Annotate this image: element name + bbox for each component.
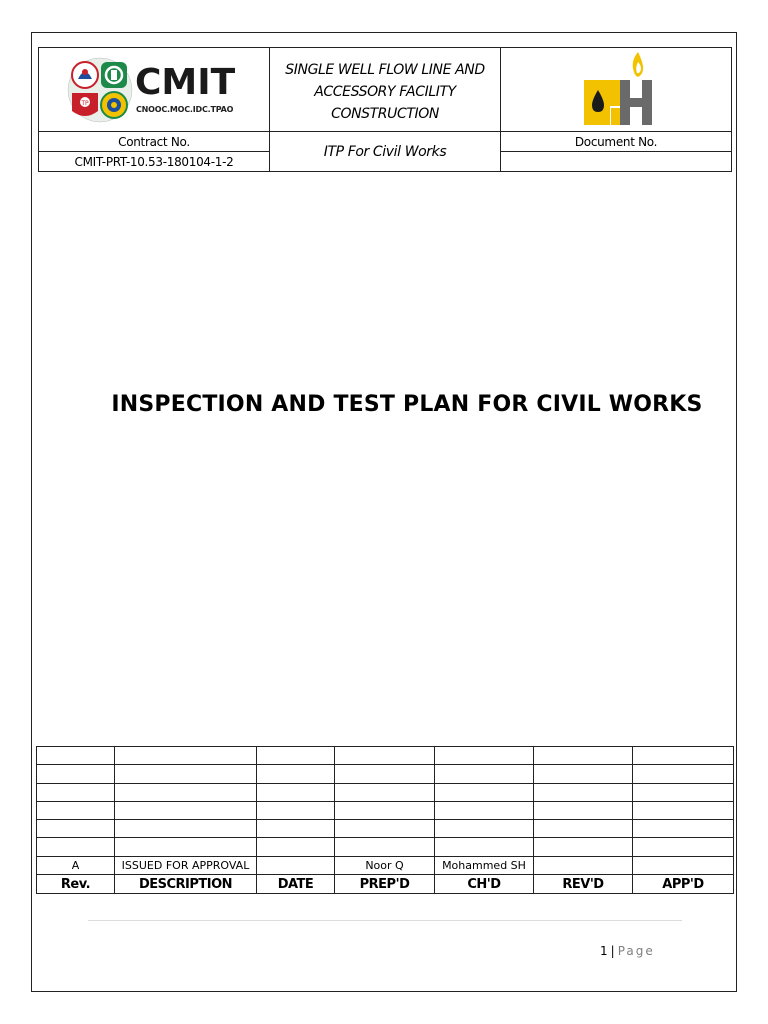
- revision-cell: [115, 783, 257, 801]
- revision-cell: [633, 765, 734, 783]
- revision-table: [36, 746, 734, 894]
- revision-cell: [534, 820, 633, 838]
- svg-text:TP: TP: [81, 99, 89, 107]
- revision-cell: [633, 820, 734, 838]
- revision-row: [37, 838, 734, 856]
- footer-divider: [88, 920, 682, 921]
- revision-cell: [37, 783, 115, 801]
- revision-cell: [335, 783, 435, 801]
- document-value: [501, 152, 732, 172]
- revision-column-header: APP'D: [633, 875, 734, 894]
- revision-cell: [534, 838, 633, 856]
- revision-cell: [257, 856, 335, 874]
- flame-oil-drop-icon: [576, 50, 656, 130]
- cmit-logo: [65, 53, 243, 127]
- revision-cell: [633, 801, 734, 819]
- cmit-partner-badges-icon: [67, 57, 133, 123]
- revision-cell: Mohammed SH: [435, 856, 534, 874]
- revision-cell: [257, 838, 335, 856]
- project-title-cell: [270, 48, 501, 132]
- revision-cell: [115, 838, 257, 856]
- page-number: 1: [600, 944, 608, 958]
- revision-cell: [435, 820, 534, 838]
- page-separator: |: [610, 944, 615, 958]
- revision-cell: [257, 820, 335, 838]
- revision-row: [37, 801, 734, 819]
- revision-cell: [435, 838, 534, 856]
- revision-row: [37, 765, 734, 783]
- revision-cell: [633, 747, 734, 765]
- project-title-line: ACCESSORY FACILITY: [314, 83, 456, 100]
- revision-cell: [37, 747, 115, 765]
- revision-cell: [257, 801, 335, 819]
- revision-cell: [633, 783, 734, 801]
- revision-cell: Noor Q: [335, 856, 435, 874]
- revision-column-header: PREP'D: [335, 875, 435, 894]
- revision-cell: [257, 765, 335, 783]
- revision-column-header: DATE: [257, 875, 335, 894]
- revision-cell: [534, 783, 633, 801]
- revision-row: [37, 747, 734, 765]
- revision-cell: [37, 820, 115, 838]
- revision-cell: [257, 783, 335, 801]
- revision-cell: [534, 801, 633, 819]
- revision-cell: [257, 747, 335, 765]
- project-title-line: CONSTRUCTION: [331, 105, 439, 122]
- revision-cell: [534, 856, 633, 874]
- revision-cell: [115, 765, 257, 783]
- contract-value: CMIT-PRT-10.53-180104-1-2: [39, 152, 270, 172]
- revision-cell: [633, 838, 734, 856]
- cmit-logo-wordmark: CMIT: [135, 61, 236, 103]
- revision-cell: [633, 856, 734, 874]
- document-main-title: INSPECTION AND TEST PLAN FOR CIVIL WORKS: [111, 392, 703, 417]
- revision-cell: [435, 765, 534, 783]
- revision-cell: [115, 747, 257, 765]
- revision-cell: [335, 820, 435, 838]
- revision-row: [37, 783, 734, 801]
- revision-cell: [335, 801, 435, 819]
- revision-cell: [335, 747, 435, 765]
- revision-cell: A: [37, 856, 115, 874]
- revision-row: [37, 820, 734, 838]
- revision-column-header: CH'D: [435, 875, 534, 894]
- contract-label: Contract No.: [39, 132, 270, 152]
- revision-cell: [435, 801, 534, 819]
- document-label: Document No.: [501, 132, 732, 152]
- revision-header-row: [37, 875, 734, 894]
- revision-cell: [435, 783, 534, 801]
- cmit-logo-cell: [39, 48, 270, 132]
- revision-column-header: REV'D: [534, 875, 633, 894]
- revision-cell: [115, 820, 257, 838]
- revision-column-header: Rev.: [37, 875, 115, 894]
- document-header-table: [38, 47, 732, 172]
- revision-cell: [115, 801, 257, 819]
- rh-logo-cell: [501, 48, 732, 132]
- revision-cell: [534, 747, 633, 765]
- revision-cell: [37, 801, 115, 819]
- revision-cell: [435, 747, 534, 765]
- revision-cell: [335, 838, 435, 856]
- revision-cell: ISSUED FOR APPROVAL: [115, 856, 257, 874]
- cmit-logo-subtitle: CNOOC.MOC.IDC.TPAO: [136, 104, 234, 114]
- revision-cell: [37, 838, 115, 856]
- project-title-line: SINGLE WELL FLOW LINE AND: [285, 61, 485, 78]
- revision-row: [37, 856, 734, 874]
- page-word: Page: [617, 944, 655, 958]
- itp-title: ITP For Civil Works: [270, 132, 501, 172]
- page-number-footer: [600, 944, 655, 958]
- revision-cell: [37, 765, 115, 783]
- revision-cell: [534, 765, 633, 783]
- revision-column-header: DESCRIPTION: [115, 875, 257, 894]
- revision-cell: [335, 765, 435, 783]
